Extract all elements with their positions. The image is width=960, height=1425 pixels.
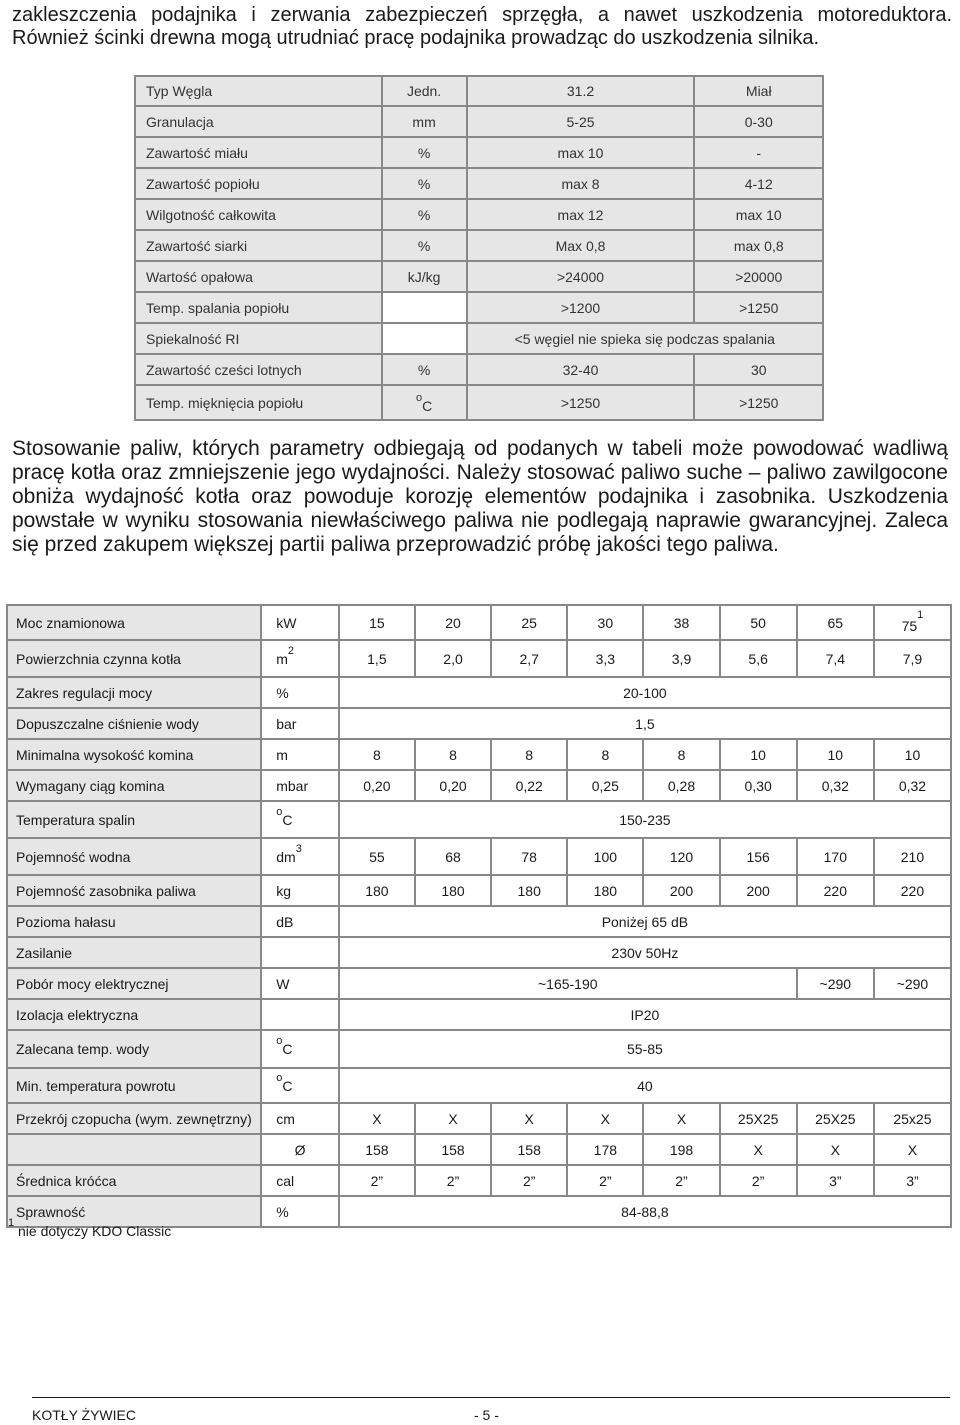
footnote-ref: 1 [917,608,924,621]
intro-paragraph: zakleszczenia podajnika i zerwania zabezpieczeń sprzęgła, a nawet uszkodzenia motoreduktora. Również ścinki drewna mogą utrudniać pracę podajnika prowadząc do uszkodzenia silnika. [12,4,952,49]
parameter-value: 156 [720,838,797,875]
value-text: 75 [901,617,918,634]
parameter-value: 180 [491,875,567,906]
parameter-unit [261,1068,339,1103]
parameter-value: 210 [874,838,951,875]
coal-cell: Wilgotność całkowita [135,199,382,230]
parameter-value: Poniżej 65 dB [339,906,951,937]
unit-text: % [276,684,289,701]
fuel-warning-paragraph: Stosowanie paliw, których parametry odbiegają od podanych w tabeli może powodować wadliwą pracę kotła oraz zmniejszenie jego wydajności. Należy stosować paliwo suche – paliwo zawilgocone obniża wydajność kotła oraz powoduje korozję elementów podajnika i zasobnika. Uszkodzenia powstałe w wyniku stosowania niewłaściwego paliwa nie podlegają naprawie gwarancyjnej. Zaleca się przed zakupem większej partii paliwa przeprowadzić próbę jakości tego paliwa. [12,437,948,556]
parameter-value: 78 [491,838,567,875]
parameter-value: 2” [643,1165,719,1196]
parameter-value: 180 [567,875,643,906]
tech-table-row [7,937,951,968]
coal-parameters-table [134,75,824,421]
coal-cell: >1250 [694,385,823,420]
parameter-unit [261,801,339,838]
parameter-name: Minimalna wysokość komina [7,739,261,770]
parameter-value: 178 [567,1134,643,1165]
parameter-unit [261,906,339,937]
coal-table-row [135,323,823,354]
unit-text: kW [276,614,297,631]
coal-cell: >1250 [467,385,695,420]
coal-cell: % [382,354,467,385]
parameter-value: 0,22 [491,770,567,801]
parameter-name: Min. temperatura powrotu [7,1068,261,1103]
parameter-unit [261,838,339,875]
coal-cell: 32-40 [467,354,695,385]
parameter-name [7,1134,261,1165]
footnote-text: nie dotyczy KDO Classic [18,1223,172,1239]
coal-cell: >24000 [467,261,695,292]
coal-cell: Zawartość popiołu [135,168,382,199]
coal-cell: mm [382,106,467,137]
parameter-unit [261,677,339,708]
tech-table-row [7,640,951,677]
tech-table-row [7,968,951,999]
parameter-value: ~165-190 [339,968,797,999]
parameter-value: 0,32 [797,770,874,801]
parameter-name: Średnica króćca [7,1165,261,1196]
coal-cell: 5-25 [467,106,695,137]
parameter-value [874,605,951,640]
coal-cell: max 8 [467,168,695,199]
parameter-value: 220 [874,875,951,906]
coal-cell: <5 węgiel nie spieka się podczas spalania [467,323,823,354]
parameter-value: 180 [339,875,415,906]
parameter-value: 2” [567,1165,643,1196]
parameter-unit [261,1134,339,1165]
tech-table-row [7,838,951,875]
parameter-name: Powierzchnia czynna kotła [7,640,261,677]
coal-cell [382,385,467,420]
parameter-value: 158 [339,1134,415,1165]
coal-table-row [135,261,823,292]
parameter-value: 55-85 [339,1030,951,1068]
tech-table-row [7,739,951,770]
tech-table-row [7,1103,951,1134]
tech-table-row [7,1165,951,1196]
parameter-value: 170 [797,838,874,875]
parameter-value: 3,3 [567,640,643,677]
parameter-value: X [720,1134,797,1165]
parameter-value: 30 [567,605,643,640]
degree-mark: o [276,1071,283,1084]
parameter-name: Zakres regulacji mocy [7,677,261,708]
parameter-name: Izolacja elektryczna [7,999,261,1030]
parameter-value: X [567,1103,643,1134]
coal-cell: >1250 [694,292,823,323]
parameter-value: 8 [567,739,643,770]
parameter-name: Wymagany ciąg komina [7,770,261,801]
coal-table-row [135,354,823,385]
coal-cell: - [694,137,823,168]
parameter-value: IP20 [339,999,951,1030]
coal-cell: Miał [694,76,823,106]
parameter-name: Pojemność zasobnika paliwa [7,875,261,906]
unit-text: C [282,1041,293,1057]
coal-cell: % [382,137,467,168]
parameter-unit [261,708,339,739]
parameter-unit [261,640,339,677]
parameter-name: Pobór mocy elektrycznej [7,968,261,999]
parameter-value: 2,0 [415,640,491,677]
unit-text: % [276,1203,289,1220]
parameter-unit [261,999,339,1030]
parameter-value: X [874,1134,951,1165]
parameter-name: Sprawność [7,1196,261,1227]
parameter-value: 65 [797,605,874,640]
parameter-value: ~290 [797,968,874,999]
coal-table-row [135,137,823,168]
parameter-value: 10 [720,739,797,770]
parameter-unit [261,1196,339,1227]
parameter-value: 0,32 [874,770,951,801]
tech-table-row [7,875,951,906]
parameter-unit [261,968,339,999]
parameter-name: Przekrój czopucha (wym. zewnętrzny) [7,1103,261,1134]
unit-text: mbar [276,777,309,794]
unit-text: dm [276,848,296,865]
coal-cell: max 10 [467,137,695,168]
unit-text: C [282,811,293,828]
parameter-value: 7,9 [874,640,951,677]
degree-mark: o [276,805,283,818]
coal-cell: Granulacja [135,106,382,137]
parameter-value: 8 [643,739,719,770]
parameter-value: 84-88,8 [339,1196,951,1227]
parameter-value: X [797,1134,874,1165]
unit-exponent: 3 [295,842,302,855]
parameter-name: Pozioma hałasu [7,906,261,937]
coal-table-row [135,230,823,261]
parameter-name: Dopuszczalne ciśnienie wody [7,708,261,739]
parameter-value: 200 [720,875,797,906]
parameter-value: 38 [643,605,719,640]
page-number: - 5 - [474,1407,499,1423]
parameter-value: 20-100 [339,677,951,708]
parameter-value: ~290 [874,968,951,999]
unit-exponent: 2 [287,644,295,657]
parameter-value: 0,25 [567,770,643,801]
parameter-value: X [415,1103,491,1134]
parameter-value: 3” [874,1165,951,1196]
coal-cell: >1200 [467,292,695,323]
tech-table-row [7,605,951,640]
coal-cell: % [382,168,467,199]
parameter-value: 25X25 [720,1103,797,1134]
parameter-value: 0,28 [643,770,719,801]
parameter-value: X [491,1103,567,1134]
parameter-value: 2” [415,1165,491,1196]
tech-table-row [7,906,951,937]
tech-table-row [7,708,951,739]
coal-cell: Typ Węgla [135,76,382,106]
coal-cell: 31.2 [467,76,695,106]
parameter-name: Zasilanie [7,937,261,968]
parameter-value: 1,5 [339,708,951,739]
coal-cell: Max 0,8 [467,230,695,261]
footnote [8,1217,172,1239]
parameter-value: 50 [720,605,797,640]
footer-divider [32,1397,950,1398]
coal-table-row [135,106,823,137]
parameter-value: 198 [643,1134,719,1165]
unit-text: kg [276,882,292,899]
coal-table-row [135,385,823,420]
coal-cell: max 10 [694,199,823,230]
parameter-value: 10 [797,739,874,770]
tech-table-row [7,999,951,1030]
parameter-name: Pojemność wodna [7,838,261,875]
unit-text: cm [276,1110,295,1127]
parameter-value: 3” [797,1165,874,1196]
coal-cell: max 0,8 [694,230,823,261]
coal-cell: 4-12 [694,168,823,199]
parameter-value: 2” [339,1165,415,1196]
celsius-unit: C [422,397,433,414]
parameter-value: 0,20 [415,770,491,801]
coal-cell: kJ/kg [382,261,467,292]
parameter-value: 25x25 [874,1103,951,1134]
parameter-name: Moc znamionowa [7,605,261,640]
tech-table-row [7,1134,951,1165]
parameter-name: Temperatura spalin [7,801,261,838]
parameter-value: 7,4 [797,640,874,677]
unit-text: C [282,1077,293,1094]
coal-table-row [135,292,823,323]
parameter-value: 0,30 [720,770,797,801]
coal-table-row [135,168,823,199]
coal-cell: % [382,230,467,261]
coal-cell: Temp. mięknięcia popiołu [135,385,382,420]
footer-brand: KOTŁY ŻYWIEC [32,1407,136,1423]
coal-cell: >20000 [694,261,823,292]
tech-table-row [7,770,951,801]
coal-cell: Jedn. [382,76,467,106]
parameter-value: 40 [339,1068,951,1103]
parameter-value: 10 [874,739,951,770]
parameter-value: 200 [643,875,719,906]
tech-table-row [7,677,951,708]
parameter-value: X [643,1103,719,1134]
coal-cell [382,292,467,323]
parameter-value: 180 [415,875,491,906]
parameter-value: 1,5 [339,640,415,677]
parameter-value: 68 [415,838,491,875]
parameter-value: 100 [567,838,643,875]
parameter-value: 150-235 [339,801,951,838]
unit-text: dB [276,913,294,930]
degree-mark: o [415,391,423,404]
parameter-unit [261,1030,339,1068]
parameter-unit [261,605,339,640]
coal-cell: % [382,199,467,230]
parameter-value: 120 [643,838,719,875]
parameter-value: 8 [339,739,415,770]
parameter-value: 25X25 [797,1103,874,1134]
coal-cell [382,323,467,354]
parameter-value: 158 [491,1134,567,1165]
unit-text: m [276,746,288,763]
degree-mark: o [276,1035,283,1047]
coal-cell: Wartość opałowa [135,261,382,292]
unit-text: W [276,975,290,992]
parameter-value: 5,6 [720,640,797,677]
parameter-unit [261,770,339,801]
footnote-marker: 1 [8,1217,15,1229]
parameter-unit [261,739,339,770]
parameter-unit [261,1103,339,1134]
parameter-unit [261,937,339,968]
parameter-value: 2” [720,1165,797,1196]
unit-text: m [276,650,288,667]
parameter-value: 220 [797,875,874,906]
coal-cell: Temp. spalania popiołu [135,292,382,323]
unit-text: Ø [294,1141,306,1158]
parameter-value: 230v 50Hz [339,937,951,968]
coal-table-row [135,199,823,230]
parameter-name: Zalecana temp. wody [7,1030,261,1068]
parameter-value: 25 [491,605,567,640]
parameter-value: 0,20 [339,770,415,801]
coal-cell: 0-30 [694,106,823,137]
coal-cell: max 12 [467,199,695,230]
parameter-value: 8 [415,739,491,770]
parameter-value: 15 [339,605,415,640]
parameter-unit [261,875,339,906]
parameter-value: 20 [415,605,491,640]
tech-table-row [7,1068,951,1103]
tech-table-row [7,1030,951,1068]
parameter-value: 8 [491,739,567,770]
coal-cell: Zawartość siarki [135,230,382,261]
coal-cell: Zawartość cześci lotnych [135,354,382,385]
unit-text: bar [276,715,297,732]
coal-table-header-row [135,76,823,106]
parameter-value: X [339,1103,415,1134]
coal-cell: 30 [694,354,823,385]
parameter-value: 2,7 [491,640,567,677]
technical-data-table [6,604,952,1228]
tech-table-row [7,801,951,838]
parameter-value: 55 [339,838,415,875]
parameter-value: 158 [415,1134,491,1165]
parameter-value: 2” [491,1165,567,1196]
parameter-unit [261,1165,339,1196]
parameter-value: 3,9 [643,640,719,677]
coal-cell: Spiekalność RI [135,323,382,354]
unit-text: cal [276,1172,295,1189]
coal-cell: Zawartość miału [135,137,382,168]
